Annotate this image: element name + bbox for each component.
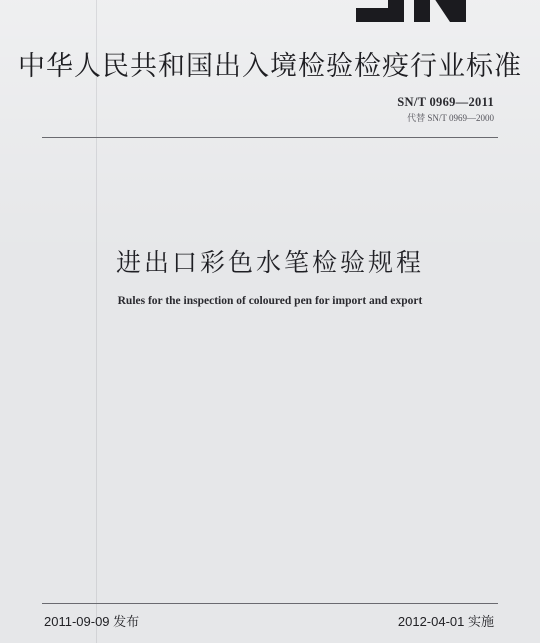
header-divider [42,137,498,138]
fold-line [96,0,97,643]
org-title: 中华人民共和国出入境检验检疫行业标准 [18,51,522,82]
standard-number: SN/T 0969—2011 [397,95,494,109]
issue-date: 2011-09-09 发布 [44,614,140,629]
implementation-date: 2012-04-01 实施 [397,614,494,629]
document-title: 进出口彩色水笔检验规程 [115,248,424,277]
footer-divider [42,603,498,604]
sn-logo [352,0,470,22]
document-title-english: Rules for the inspection of coloured pen for import and export [117,295,423,307]
replaces-standard: 代替 SN/T 0969—2000 [407,113,494,123]
